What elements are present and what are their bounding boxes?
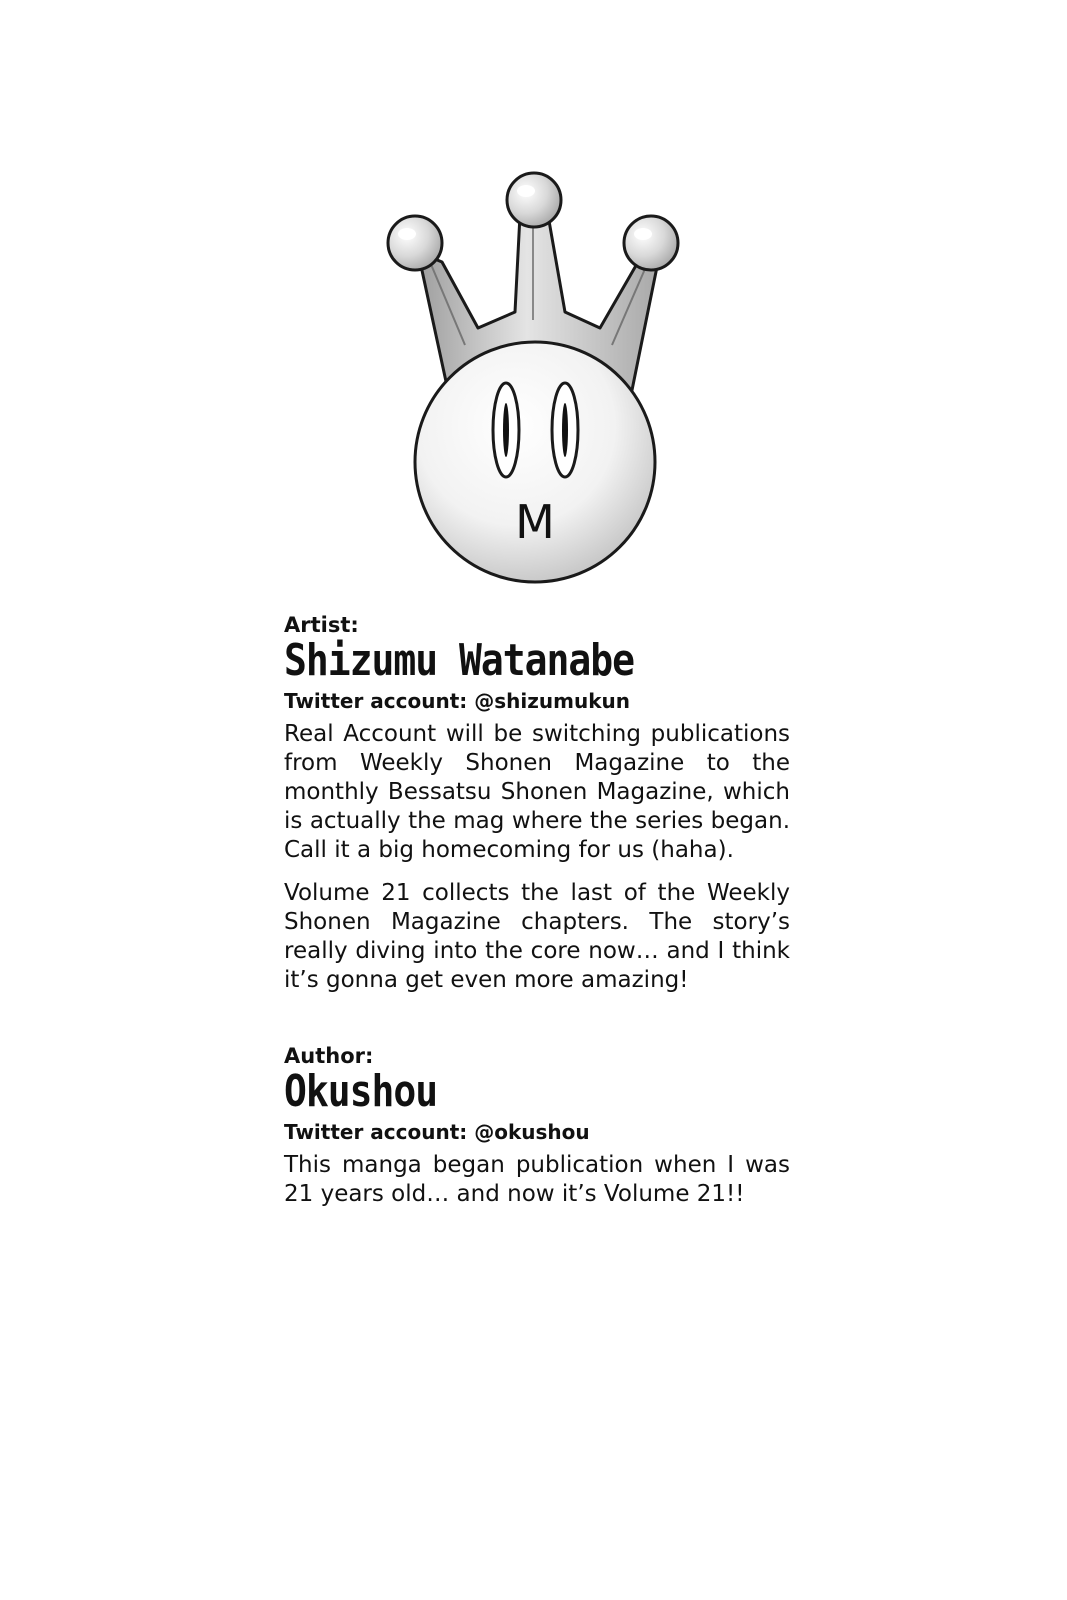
author-section bbox=[284, 1043, 790, 1209]
crown-ball-center bbox=[507, 173, 561, 227]
artist-twitter: Twitter account: @shizumukun bbox=[284, 689, 630, 713]
author-name: Okushou bbox=[284, 1065, 438, 1117]
crown-mascot-icon bbox=[0, 0, 1067, 600]
credits-content bbox=[284, 612, 790, 1223]
author-paragraph-1: This manga began publication when I was 21 years old… and now it’s Volume 21!! bbox=[284, 1152, 790, 1207]
artist-paragraph-2: Volume 21 collects the last of the Weekly Shonen Magazine chapters. The story’s really diving into the core now… and I think it’s gonna get even more amazing! bbox=[284, 880, 790, 993]
author-twitter: Twitter account: @okushou bbox=[284, 1120, 590, 1144]
artist-name: Shizumu Watanabe bbox=[284, 634, 635, 686]
artist-role-label: Artist: bbox=[284, 613, 359, 637]
artist-section bbox=[284, 612, 790, 995]
emblem-letter: M bbox=[515, 495, 555, 549]
author-role-label: Author: bbox=[284, 1044, 374, 1068]
artist-paragraph-1: Real Account will be switching publications from Weekly Shonen Magazine to the monthly Bessatsu Shonen Magazine, which is actually the mag where the series began. Call it a big homecoming for us (haha). bbox=[284, 721, 790, 863]
crown-ball-left bbox=[388, 216, 442, 270]
crown-ball-right bbox=[624, 216, 678, 270]
